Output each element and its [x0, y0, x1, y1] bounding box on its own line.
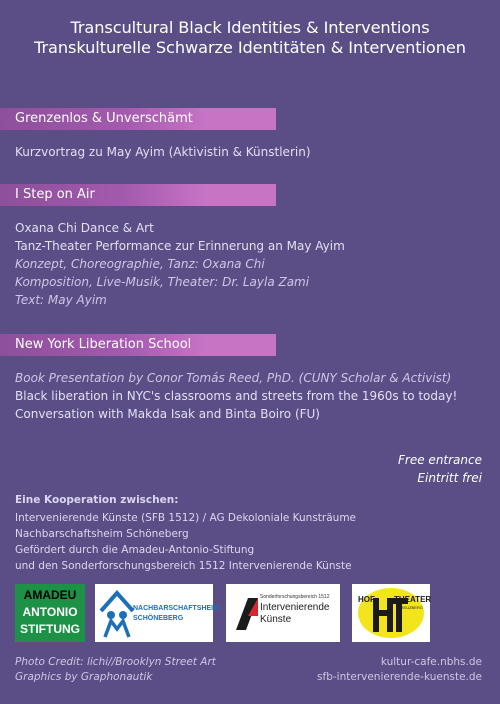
section-line: Konzept, Choreographie, Tanz: Oxana Chi	[15, 257, 265, 271]
url-kultur-cafe[interactable]: kultur-cafe.nbhs.de	[380, 656, 482, 668]
amadeu-antonio-logo	[15, 584, 85, 642]
graphics-credit: Graphics by Graphonautik	[15, 671, 153, 683]
section-line: Tanz-Theater Performance zur Erinnerung an May Ayim	[15, 239, 345, 253]
title-english: Transcultural Black Identities & Interventions	[70, 18, 430, 37]
section-line: Conversation with Makda Isak and Binta Boiro (FU)	[15, 407, 320, 421]
header	[0, 18, 500, 58]
cooperation-line: Gefördert durch die Amadeu-Antonio-Stiftung	[15, 544, 255, 556]
hof-text: HOF	[358, 595, 375, 604]
sfb-logo	[226, 584, 340, 642]
photo-credit: Photo Credit: lichi//Brooklyn Street Art	[15, 656, 216, 668]
house-icon	[97, 585, 137, 641]
theater-text: THEATER	[394, 595, 432, 604]
cooperation-heading: Eine Kooperation zwischen:	[15, 494, 179, 506]
sfb-mark-icon	[234, 594, 260, 634]
sfb-small-text: Sonderforschungsbereich 1512	[260, 594, 330, 600]
section-line: Book Presentation by Conor Tomás Reed, PhD. (CUNY Scholar & Activist)	[15, 371, 452, 385]
section-heading: Grenzenlos & Unverschämt	[15, 111, 193, 126]
section-heading: I Step on Air	[15, 187, 95, 202]
sfb-line1: Intervenierende	[260, 602, 330, 613]
section-line: Oxana Chi Dance & Art	[15, 221, 154, 235]
stiftung-text: STIFTUNG	[20, 622, 80, 636]
section-line: Kurzvortrag zu May Ayim (Aktivistin & Künstlerin)	[15, 145, 311, 159]
hoftheater-logo	[352, 584, 430, 642]
cooperation-line: Nachbarschaftsheim Schöneberg	[15, 528, 189, 540]
section-line: Komposition, Live-Musik, Theater: Dr. Layla Zami	[15, 275, 310, 289]
section-band-step-on-air	[0, 184, 276, 206]
free-entrance: Free entrance	[398, 453, 482, 467]
amadeu-text: AMADEU	[23, 588, 77, 602]
nachbarschaftsheim-logo	[95, 584, 219, 642]
title-german: Transkulturelle Schwarze Identitäten & Interventionen	[34, 38, 466, 57]
eintritt-frei: Eintritt frei	[417, 471, 482, 485]
cooperation-line: Intervenierende Künste (SFB 1512) / AG Dekoloniale Kunsträume	[15, 512, 357, 524]
section-band-liberation-school	[0, 334, 276, 356]
section-line: Text: May Ayim	[15, 293, 107, 307]
url-sfb[interactable]: sfb-intervenierende-kuenste.de	[317, 671, 482, 683]
section-heading: New York Liberation School	[15, 337, 192, 352]
nbhs-district: SCHÖNEBERG	[133, 615, 184, 622]
sfb-line2: Künste	[260, 614, 292, 625]
nbhs-name: NACHBARSCHAFTSHEIM	[133, 605, 219, 612]
section-band-grenzenlos	[0, 108, 276, 130]
kreuzberg-text: KREUZBERG	[398, 605, 423, 610]
cooperation-line: und den Sonderforschungsbereich 1512 Intervenierende Künste	[15, 560, 352, 572]
section-line: Black liberation in NYC's classrooms and streets from the 1960s to today!	[15, 389, 458, 403]
antonio-text: ANTONIO	[22, 605, 78, 619]
